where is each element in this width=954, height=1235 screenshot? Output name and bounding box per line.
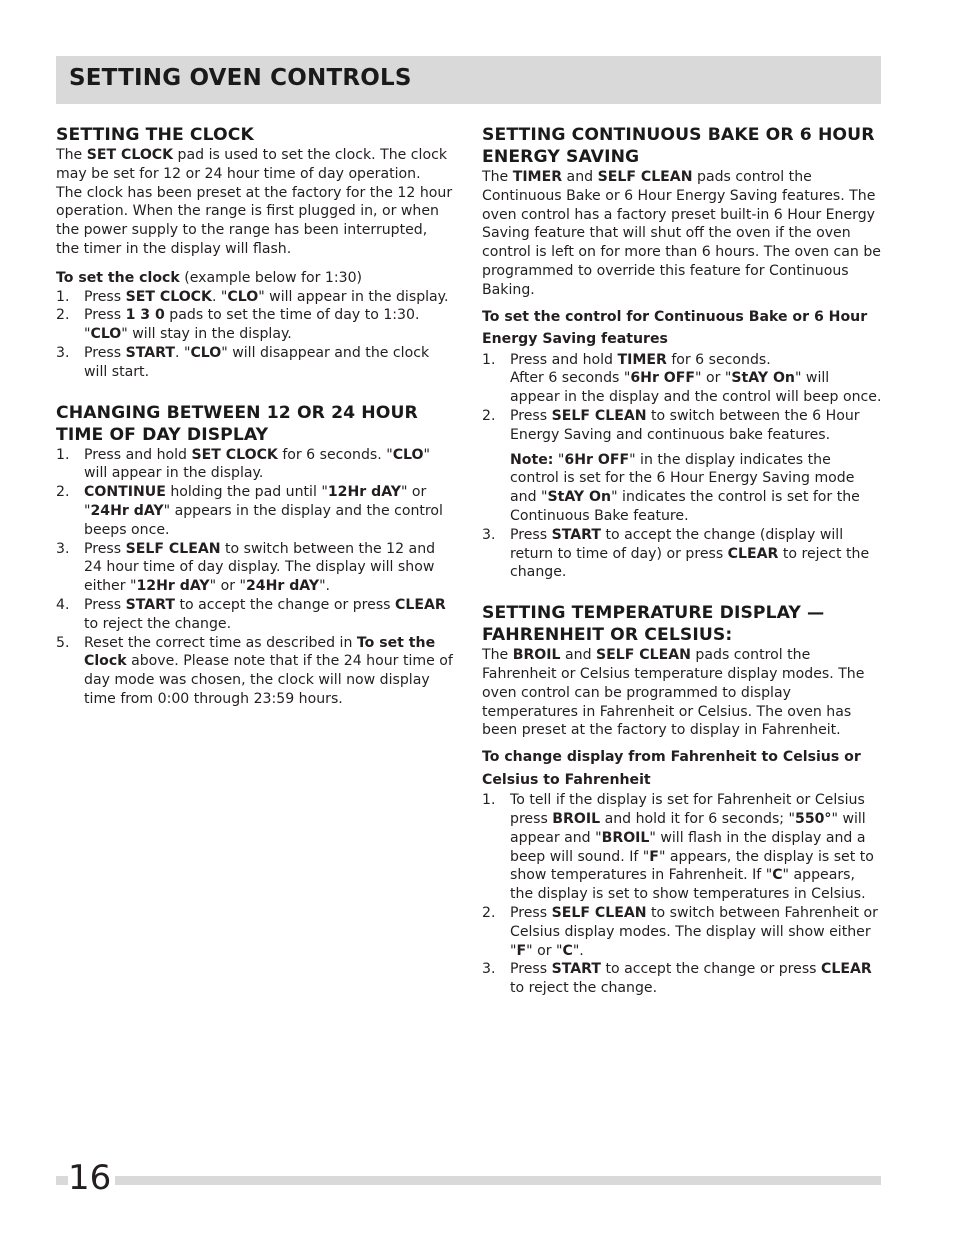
continuous-subheading: To set the control for Continuous Bake or 6 Hour Energy Saving features [482,308,868,348]
list-number: 5. [56,634,70,651]
list-number: 1. [482,792,496,809]
list-number: 4. [56,596,70,613]
list-item: 3. Press START. "CLO" will disappear and the clock will start. [56,344,430,380]
list-item: 2. Press SELF CLEAN to switch between Fahrenheit or Celsius display modes. The display will show either "F" or "C". [482,904,878,959]
clock-paragraph-1: The SET CLOCK pad is used to set the clock. The clock may be set for 12 or 24 hour time of day operation. [56,147,447,182]
list-number: 1. [56,288,70,305]
clock-subheading: To set the clock (example below for 1:30) [56,269,363,286]
continuous-steps [482,351,882,445]
heading-changing-12-24: CHANGING BETWEEN 12 OR 24 HOUR TIME OF DAY DISPLAY [56,402,418,445]
temperature-steps [482,791,882,998]
left-column [56,124,454,709]
list-item: 3. Press START to accept the change or press CLEAR to reject the change. [482,961,872,997]
list-number: 3. [56,344,70,361]
list-number: 3. [56,540,70,557]
list-number: 2. [56,484,70,501]
list-number: 2. [56,307,70,324]
list-item: 4. Press START to accept the change or press CLEAR to reject the change. [56,596,446,632]
footer-rule [56,1176,881,1185]
heading-temperature-display: SETTING TEMPERATURE DISPLAY — FAHRENHEIT OR CELSIUS: [482,603,825,646]
list-item: 1. Press and hold TIMER for 6 seconds. After 6 seconds "6Hr OFF" or "StAY On" will appear in the display and the control will beep once. [482,351,882,406]
list-item: 1. To tell if the display is set for Fahrenheit or Celsius press BROIL and hold it for 6 seconds; "550°" will appear and "BROIL" will flash in the display and a beep will sound. If "F" appears, the display is set to show temperatures in Fahrenheit. If "C" appears, the display is set to show temperatures in Celsius. [482,792,874,903]
continuous-intro: The TIMER and SELF CLEAN pads control the Continuous Bake or 6 Hour Energy Saving features. The oven control has a factory preset built-in 6 Hour Energy Saving feature that will shut off the oven if the oven control is left on for more than 6 hours. The oven can be programmed to override this feature for Continuous Baking. [482,169,881,298]
list-item: 2. CONTINUE holding the pad until "12Hr dAY" or "24Hr dAY" appears in the display and the control beeps once. [56,484,443,538]
right-column [482,124,882,998]
continuous-steps-cont [482,526,882,582]
list-number: 1. [56,446,70,463]
list-item: 2. Press SELF CLEAN to switch between the 6 Hour Energy Saving and continuous bake features. [482,407,860,443]
continuous-note: Note: "6Hr OFF" in the display indicates the control is set for the 6 Hour Energy Saving mode and "StAY On" indicates the control is set for the Continuous Bake feature. [510,451,860,524]
list-item: 1. Press SET CLOCK. "CLO" will appear in the display. [56,288,449,305]
change-1224-steps [56,446,454,709]
page-title: SETTING OVEN CONTROLS [69,65,412,91]
list-number: 2. [482,904,496,921]
temperature-subheading: To change display from Fahrenheit to Celsius or Celsius to Fahrenheit [482,749,861,788]
page-number: 16 [68,1158,115,1198]
title-banner [56,56,881,104]
list-number: 3. [482,961,496,978]
list-item: 1. Press and hold SET CLOCK for 6 seconds. "CLO" will appear in the display. [56,446,430,482]
clock-steps [56,288,454,382]
list-item: 5. Reset the correct time as described in To set the Clock above. Please note that if the 24 hour time of day mode was chosen, the clock will now display time from 0:00 through 23:59 hours. [56,634,453,707]
heading-setting-clock: SETTING THE CLOCK [56,125,254,145]
clock-paragraph-2: The clock has been preset at the factory for the 12 hour operation. When the range is first plugged in, or when the power supply to the range has been interrupted, the timer in the display will flash. [56,184,453,257]
list-item: 3. Press START to accept the change (display will return to time of day) or press CLEAR to reject the change. [482,526,870,581]
temperature-intro: The BROIL and SELF CLEAN pads control the Fahrenheit or Celsius temperature display modes. The oven control can be programmed to display temperatures in Fahrenheit or Celsius. The oven has been preset at the factory to display in Fahrenheit. [482,647,865,739]
list-item: 2. Press 1 3 0 pads to set the time of day to 1:30. "CLO" will stay in the display. [56,307,420,343]
list-item: 3. Press SELF CLEAN to switch between the 12 and 24 hour time of day display. The display will show either "12Hr dAY" or "24Hr dAY". [56,540,436,595]
heading-continuous-bake: SETTING CONTINUOUS BAKE OR 6 HOUR ENERGY SAVING [482,125,875,167]
